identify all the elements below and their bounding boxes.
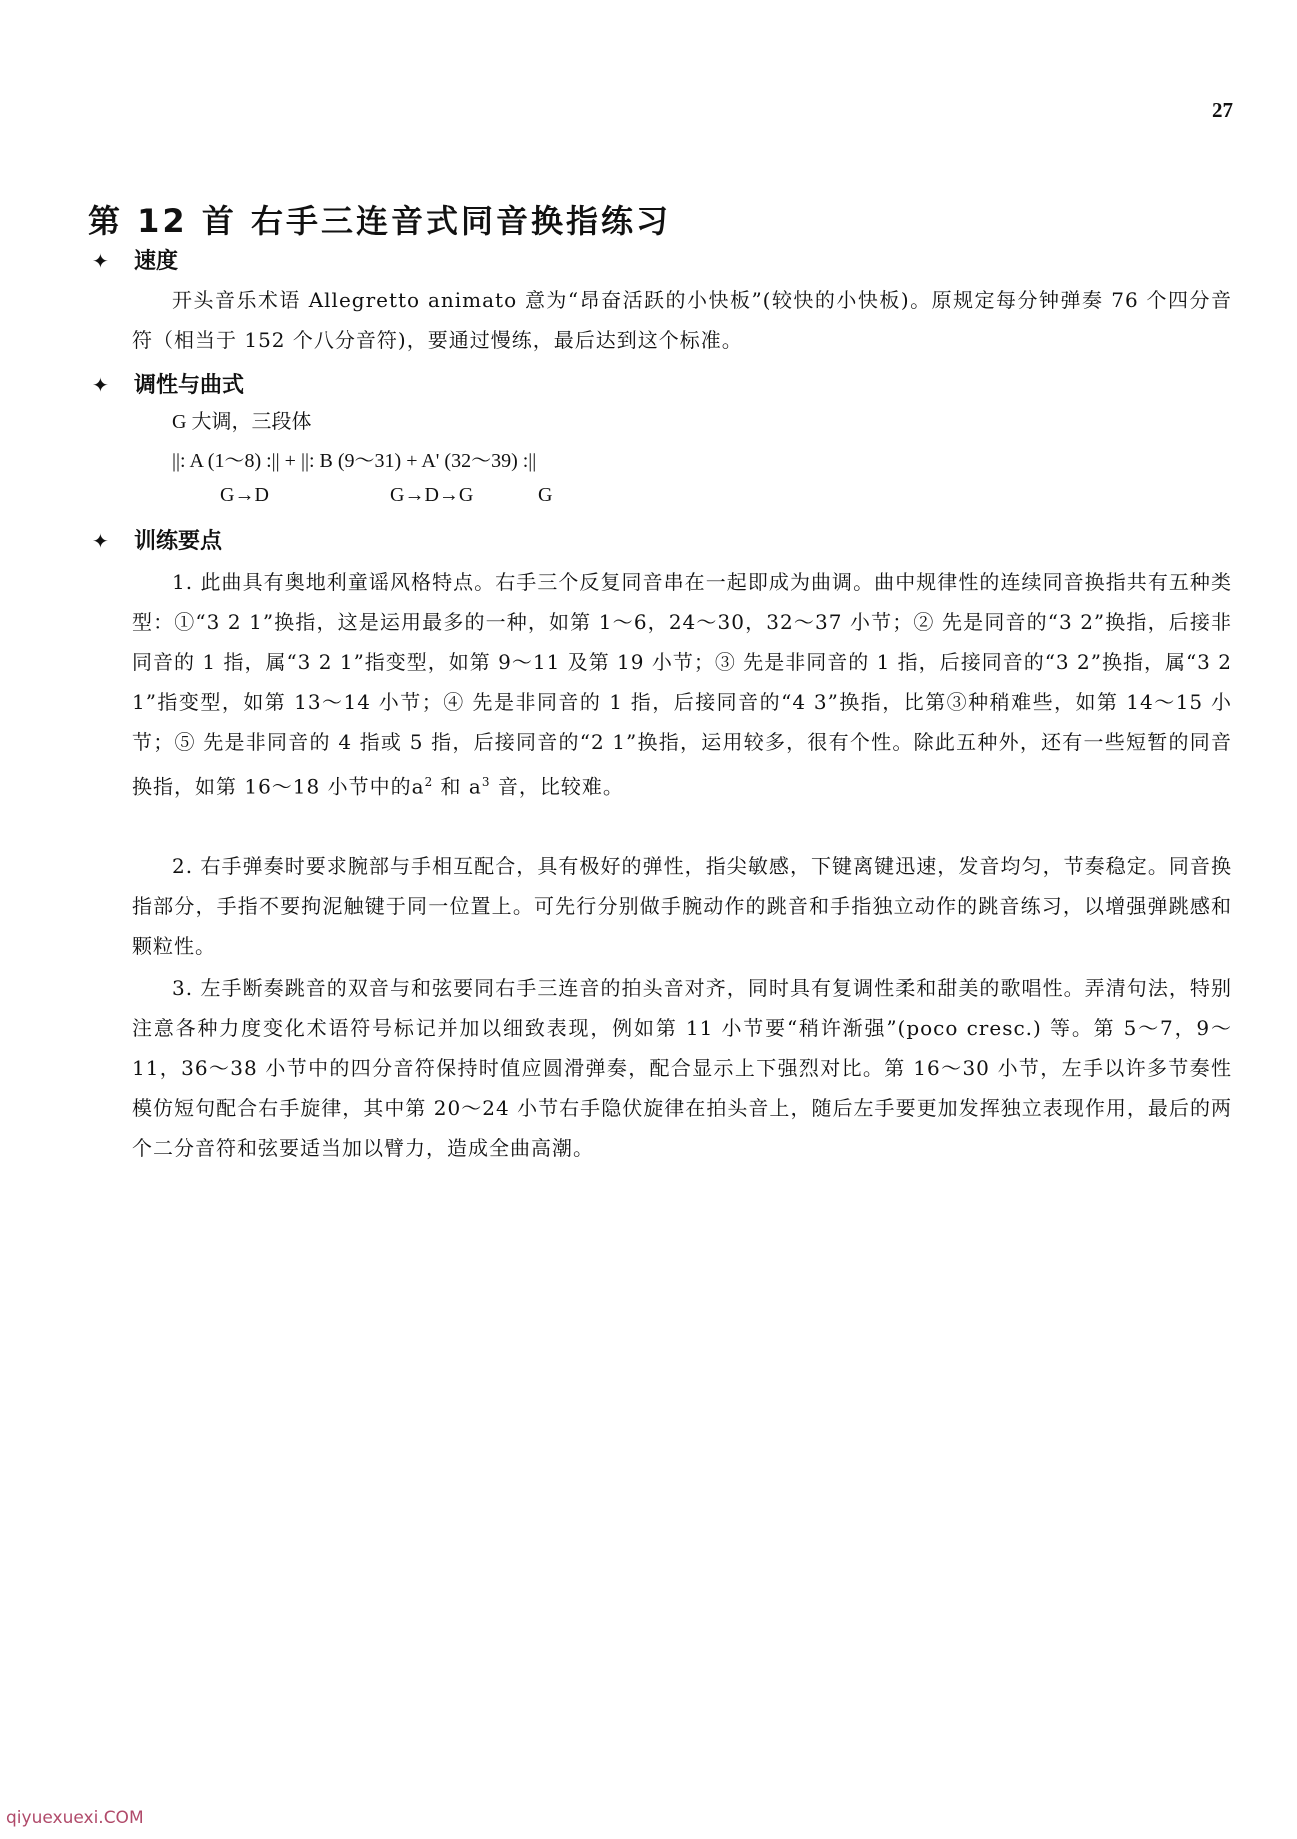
modulation-b: G→D→G — [390, 484, 474, 506]
star-bullet-icon: ✦ — [92, 373, 109, 397]
speed-paragraph: 开头音乐术语 Allegretto animato 意为“昂奋活跃的小快板”(较快的小快板)。原规定每分钟弹奏 76 个四分音符（相当于 152 个八分音符)，要通过慢练，最后达到这个标准。 — [132, 288, 1232, 352]
form-structure-line: ||: A (1～8) :|| + ||: B (9～31) + A' (32～39) :|| — [172, 450, 537, 472]
training-point-1 — [132, 562, 1232, 807]
training-point-1-text: 1. 此曲具有奥地利童谣风格特点。右手三个反复同音串在一起即成为曲调。曲中规律性的连续同音换指共有五种类型：①“3 2 1”换指，这是运用最多的一种，如第 1～6，24～30，32～37 小节；② 先是同音的“3 2”换指，后接非同音的 1 指，属“3 2 1”指变型，如第 9～11 及第 19 小节；③ 先是非同音的 1 指，后接同音的“3 2”换指，属“3 2 1”指变型，如第 13～14 小节；④ 先是非同音的 1 指，后接同音的“4 3”换指，比第③种稍难些，如第 14～15 小节；⑤ 先是非同音的 4 指或 5 指，后接同音的“2 1”换指，运用较多，很有个性。除此五种外，还有一些短暂的同音换指，如第 16～18 小节中的 — [132, 570, 1232, 799]
page-number: 27 — [1212, 98, 1233, 122]
section-heading-training — [92, 524, 222, 555]
key-line: G 大调，三段体 — [172, 411, 312, 433]
key-form-heading-text: 调性与曲式 — [134, 373, 245, 398]
superscript-2: 2 — [424, 775, 434, 789]
modulation-a-return: G — [538, 484, 553, 506]
star-bullet-icon: ✦ — [92, 529, 109, 553]
star-bullet-icon: ✦ — [92, 249, 109, 273]
training-point-1-end: 音，比较难。 — [490, 774, 624, 799]
note-a: a — [411, 774, 425, 799]
section-heading-key-form — [92, 368, 244, 399]
modulation-a: G→D — [220, 484, 269, 506]
and-text: 和 — [433, 774, 469, 799]
watermark: qiyuexuexi.COM — [6, 1808, 144, 1828]
training-heading-text: 训练要点 — [134, 529, 223, 554]
training-point-3: 3. 左手断奏跳音的双音与和弦要同右手三连音的拍头音对齐，同时具有复调性柔和甜美的歌唱性。弄清句法，特别注意各种力度变化术语符号标记并加以细致表现，例如第 11 小节要“稍许渐强”(poco cresc.) 等。第 5～7，9～11，36～38 小节中的四分音符保持时值应圆滑弹奏，配合显示上下强烈对比。第 16～30 小节，左手以许多节奏性模仿短句配合右手旋律，其中第 20～24 小节右手隐伏旋律在拍头音上，随后左手要更加发挥独立表现作用，最后的两个二分音符和弦要适当加以臂力，造成全曲高潮。 — [132, 976, 1232, 1160]
speed-heading-text: 速度 — [134, 249, 179, 274]
superscript-3: 3 — [481, 775, 491, 789]
page-title: 第 12 首 右手三连音式同音换指练习 — [88, 202, 671, 240]
section-heading-speed — [92, 244, 178, 275]
training-point-2: 2. 右手弹奏时要求腕部与手相互配合，具有极好的弹性，指尖敏感，下键离键迅速，发音均匀，节奏稳定。同音换指部分，手指不要拘泥触键于同一位置上。可先行分别做手腕动作的跳音和手指独立动作的跳音练习，以增强弹跳感和颗粒性。 — [132, 854, 1232, 958]
note-a: a — [468, 774, 482, 799]
